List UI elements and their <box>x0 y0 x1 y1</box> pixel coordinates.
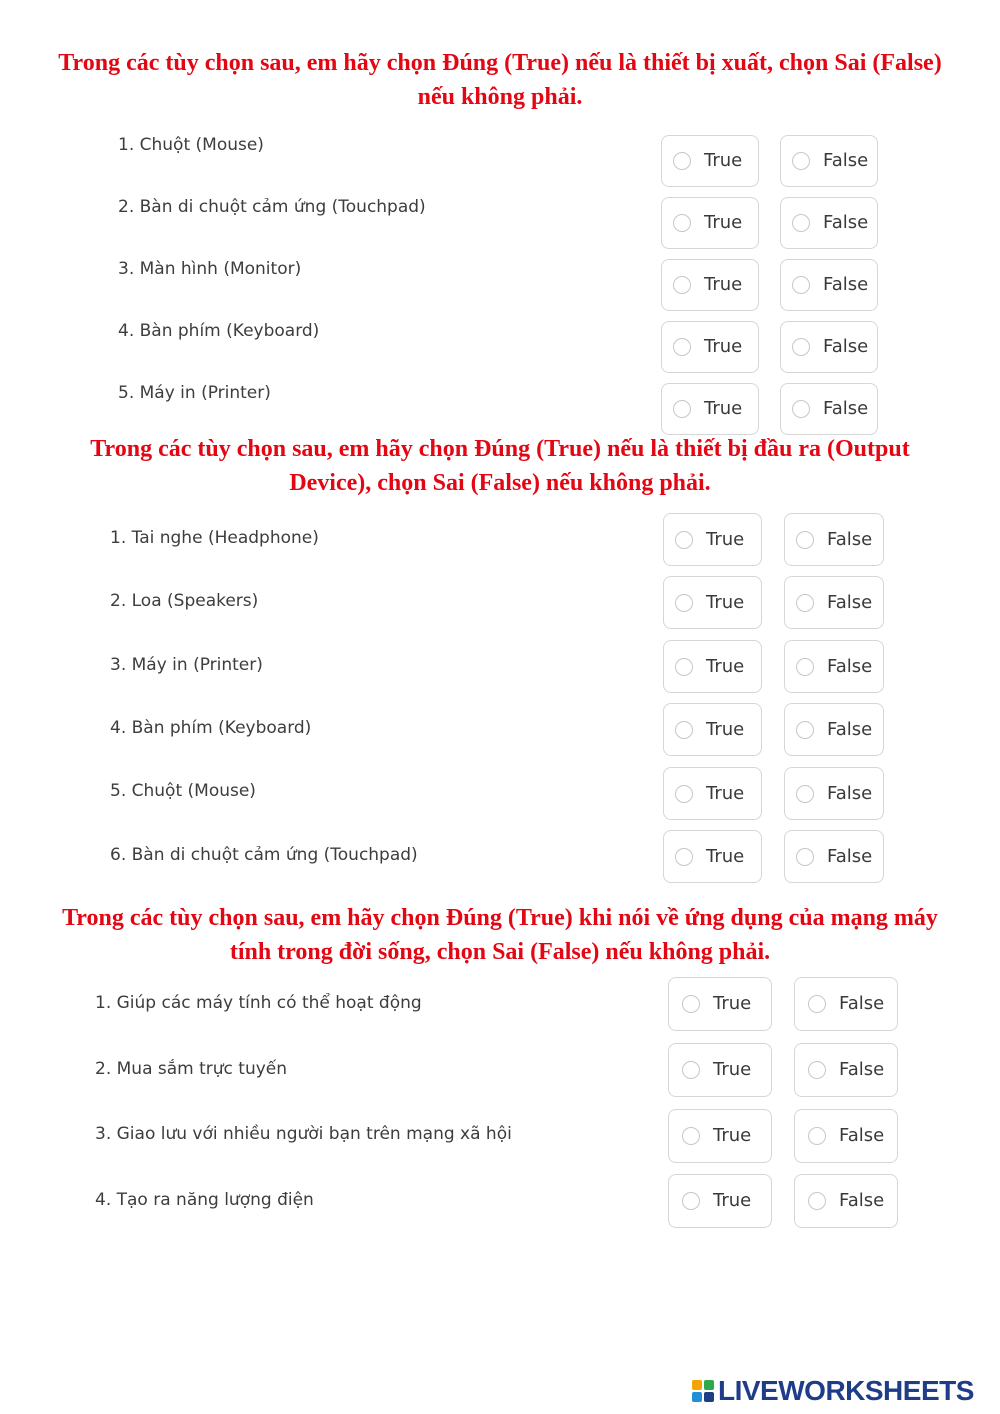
radio-icon[interactable] <box>796 594 814 612</box>
section-3-title: Trong các tùy chọn sau, em hãy chọn Đúng (True) khi nói về ứng dụng của mạng máy tính trong đời sống, chọn Sai (False) nếu không phải. <box>62 905 938 965</box>
question-text: 3. Màn hình (Monitor) <box>118 259 302 279</box>
true-label: True <box>713 1190 752 1211</box>
false-label: False <box>827 718 873 740</box>
true-option[interactable] <box>663 513 762 566</box>
radio-icon[interactable] <box>796 848 814 866</box>
question-text: 6. Bàn di chuột cảm ứng (Touchpad) <box>110 845 418 865</box>
radio-icon[interactable] <box>675 531 693 549</box>
section-2-title: Trong các tùy chọn sau, em hãy chọn Đúng (True) nếu là thiết bị đầu ra (Output Device), chọn Sai (False) nếu không phải. <box>90 436 910 496</box>
radio-icon[interactable] <box>792 338 810 356</box>
true-option[interactable] <box>661 259 759 311</box>
true-option[interactable] <box>663 767 762 820</box>
false-option[interactable] <box>794 1174 898 1228</box>
logo-text: LIVEWORKSHEETS <box>718 1375 974 1406</box>
radio-icon[interactable] <box>682 1192 700 1210</box>
true-label: True <box>706 591 745 613</box>
true-label: True <box>704 398 743 419</box>
true-option[interactable] <box>668 1043 772 1097</box>
liveworksheets-logo-icon <box>692 1380 714 1402</box>
radio-icon[interactable] <box>675 848 693 866</box>
true-label: True <box>706 782 745 804</box>
radio-icon[interactable] <box>792 400 810 418</box>
radio-icon[interactable] <box>682 1127 700 1145</box>
false-label: False <box>839 1059 885 1080</box>
true-label: True <box>706 528 745 550</box>
radio-icon[interactable] <box>673 214 691 232</box>
question-text: 4. Tạo ra năng lượng điện <box>95 1190 314 1210</box>
false-option[interactable] <box>794 1109 898 1163</box>
true-label: True <box>704 150 743 171</box>
false-label: False <box>839 1190 885 1211</box>
false-label: False <box>827 591 873 613</box>
radio-icon[interactable] <box>675 721 693 739</box>
radio-icon[interactable] <box>792 214 810 232</box>
true-option[interactable] <box>663 830 762 883</box>
question-text: 2. Mua sắm trực tuyến <box>95 1059 288 1079</box>
false-option[interactable] <box>780 321 878 373</box>
question-text: 5. Máy in (Printer) <box>118 383 271 403</box>
true-option[interactable] <box>668 1109 772 1163</box>
radio-icon[interactable] <box>675 658 693 676</box>
radio-icon[interactable] <box>682 1061 700 1079</box>
false-label: False <box>827 845 873 867</box>
radio-icon[interactable] <box>796 658 814 676</box>
false-option[interactable] <box>784 767 884 820</box>
true-option[interactable] <box>663 576 762 629</box>
question-text: 4. Bàn phím (Keyboard) <box>118 321 320 341</box>
radio-icon[interactable] <box>792 276 810 294</box>
false-option[interactable] <box>780 197 878 249</box>
false-option[interactable] <box>784 640 884 693</box>
question-text: 2. Bàn di chuột cảm ứng (Touchpad) <box>118 197 426 217</box>
false-option[interactable] <box>784 513 884 566</box>
false-option[interactable] <box>780 135 878 187</box>
false-option[interactable] <box>784 576 884 629</box>
question-text: 1. Chuột (Mouse) <box>118 135 264 155</box>
radio-icon[interactable] <box>673 152 691 170</box>
radio-icon[interactable] <box>673 276 691 294</box>
radio-icon[interactable] <box>675 594 693 612</box>
question-text: 1. Tai nghe (Headphone) <box>110 528 319 548</box>
radio-icon[interactable] <box>675 785 693 803</box>
true-label: True <box>704 336 743 357</box>
false-option[interactable] <box>780 259 878 311</box>
radio-icon[interactable] <box>808 1061 826 1079</box>
radio-icon[interactable] <box>673 400 691 418</box>
true-label: True <box>706 655 745 677</box>
true-option[interactable] <box>668 977 772 1031</box>
question-text: 5. Chuột (Mouse) <box>110 781 256 801</box>
true-label: True <box>706 718 745 740</box>
false-option[interactable] <box>794 1043 898 1097</box>
true-option[interactable] <box>663 703 762 756</box>
false-label: False <box>823 212 869 233</box>
liveworksheets-logo <box>692 1374 974 1408</box>
true-label: True <box>713 993 752 1014</box>
true-label: True <box>704 212 743 233</box>
true-label: True <box>704 274 743 295</box>
false-label: False <box>839 993 885 1014</box>
radio-icon[interactable] <box>808 1192 826 1210</box>
false-label: False <box>827 655 873 677</box>
false-label: False <box>823 150 869 171</box>
radio-icon[interactable] <box>792 152 810 170</box>
radio-icon[interactable] <box>796 721 814 739</box>
true-option[interactable] <box>663 640 762 693</box>
question-text: 2. Loa (Speakers) <box>110 591 259 611</box>
question-text: 1. Giúp các máy tính có thể hoạt động <box>95 993 422 1013</box>
radio-icon[interactable] <box>808 1127 826 1145</box>
radio-icon[interactable] <box>796 785 814 803</box>
question-text: 4. Bàn phím (Keyboard) <box>110 718 312 738</box>
false-label: False <box>839 1125 885 1146</box>
false-option[interactable] <box>794 977 898 1031</box>
radio-icon[interactable] <box>808 995 826 1013</box>
true-label: True <box>713 1059 752 1080</box>
false-label: False <box>827 782 873 804</box>
false-label: False <box>823 398 869 419</box>
question-text: 3. Giao lưu với nhiều người bạn trên mạng xã hội <box>95 1124 512 1144</box>
true-option[interactable] <box>668 1174 772 1228</box>
false-label: False <box>823 274 869 295</box>
true-option[interactable] <box>661 135 759 187</box>
true-option[interactable] <box>661 321 759 373</box>
question-text: 3. Máy in (Printer) <box>110 655 263 675</box>
false-option[interactable] <box>784 703 884 756</box>
radio-icon[interactable] <box>682 995 700 1013</box>
true-label: True <box>713 1125 752 1146</box>
false-label: False <box>827 528 873 550</box>
false-label: False <box>823 336 869 357</box>
true-option[interactable] <box>661 197 759 249</box>
radio-icon[interactable] <box>796 531 814 549</box>
section-1-title: Trong các tùy chọn sau, em hãy chọn Đúng (True) nếu là thiết bị xuất, chọn Sai (False) nếu không phải. <box>58 50 942 110</box>
true-label: True <box>706 845 745 867</box>
false-option[interactable] <box>784 830 884 883</box>
true-option[interactable] <box>661 383 759 435</box>
radio-icon[interactable] <box>673 338 691 356</box>
false-option[interactable] <box>780 383 878 435</box>
